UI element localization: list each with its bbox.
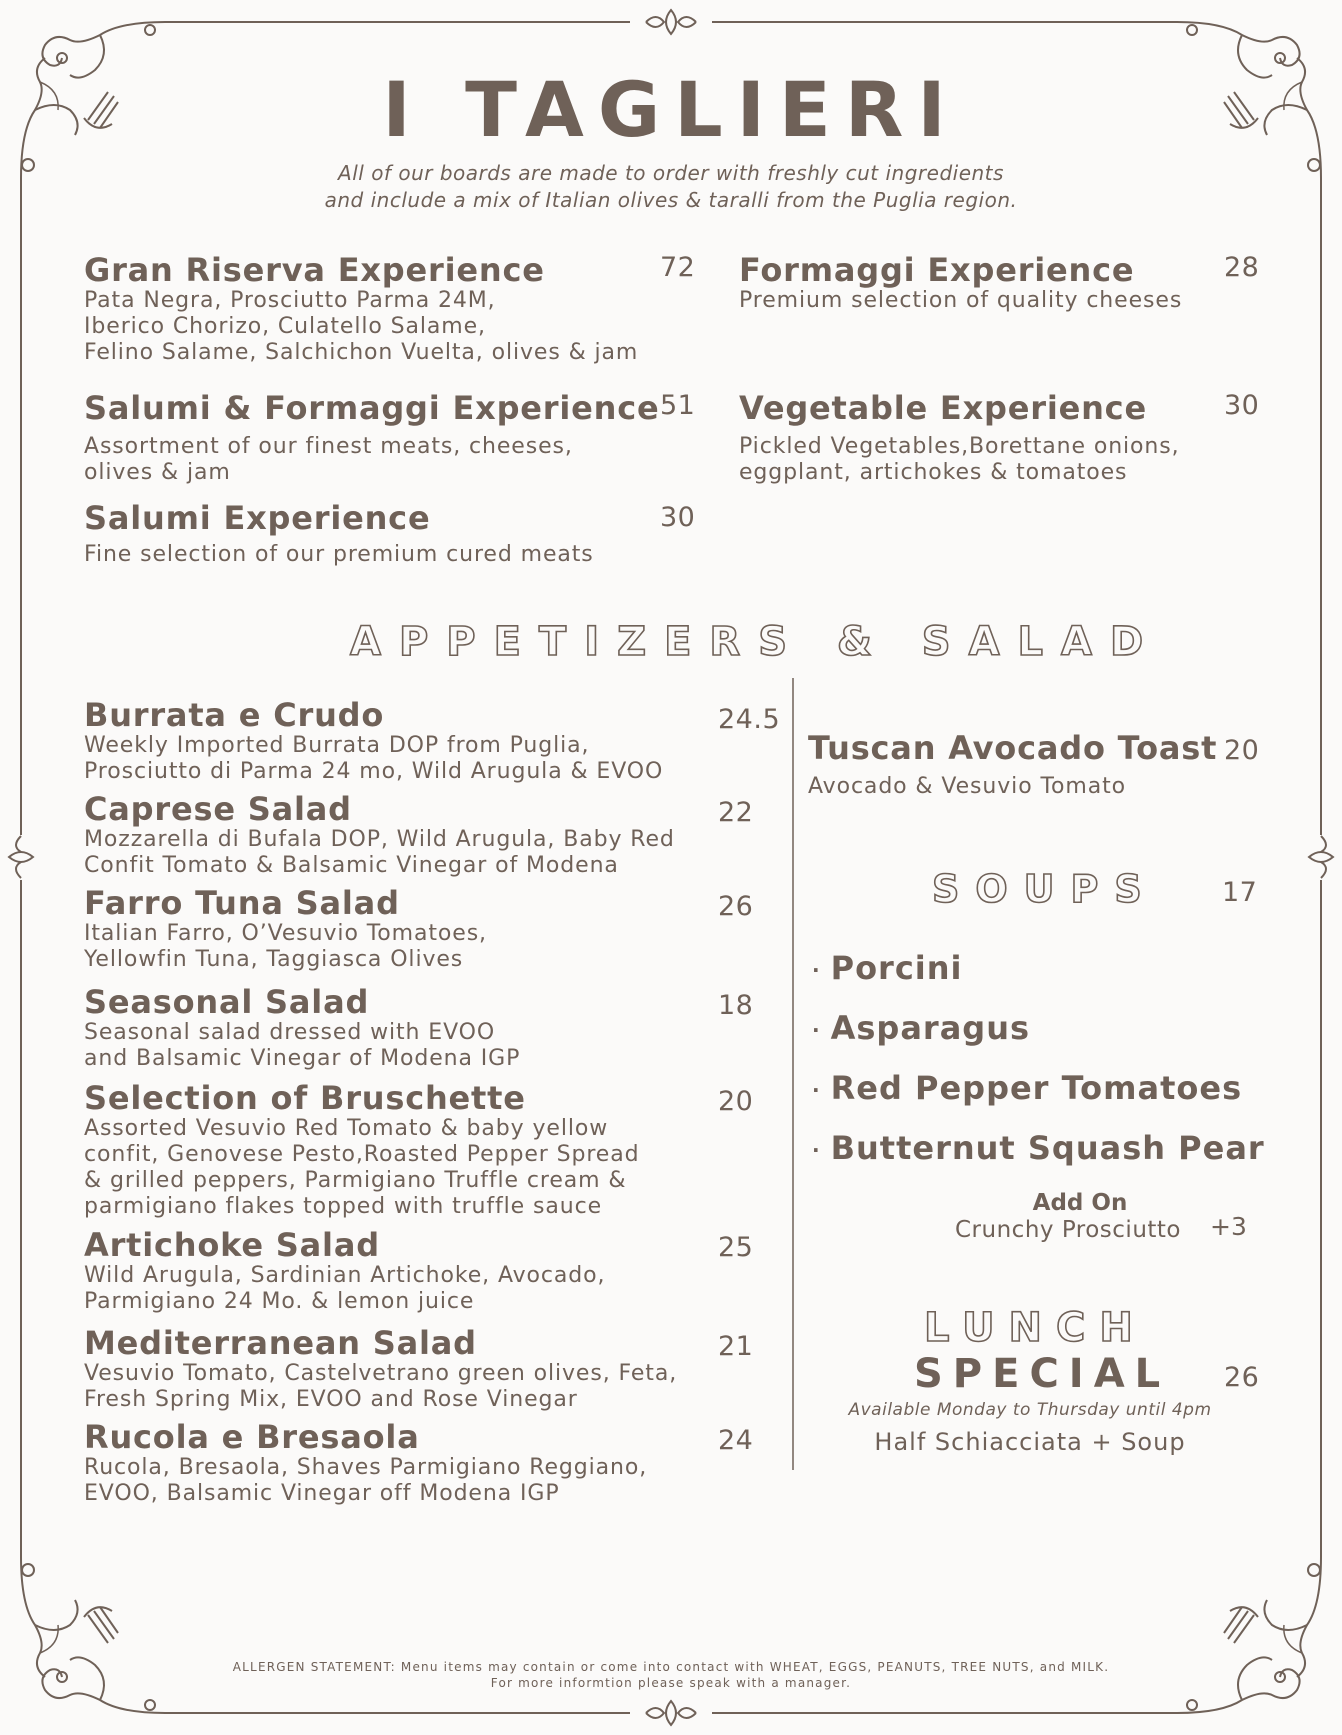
item-price: 22 bbox=[718, 797, 754, 828]
item-price: 24.5 bbox=[718, 704, 781, 735]
item-name: Caprese Salad bbox=[84, 790, 352, 828]
item-price: 51 bbox=[660, 390, 696, 421]
description-line: Seasonal salad dressed with EVOO bbox=[84, 1020, 496, 1045]
item-name: Formaggi Experience bbox=[739, 251, 1135, 289]
item-price: 30 bbox=[660, 502, 696, 533]
menu-item-farro-tuna bbox=[84, 885, 487, 973]
menu-title: I TAGLIERI bbox=[382, 65, 960, 154]
item-name: Vegetable Experience bbox=[739, 389, 1147, 427]
description-line: Vesuvio Tomato, Castelvetrano green olives, Feta, bbox=[84, 1361, 678, 1386]
soup-item bbox=[812, 950, 963, 988]
description-line: parmigiano flakes topped with truffle sauce bbox=[84, 1194, 603, 1219]
soup-name: Porcini bbox=[830, 949, 963, 987]
item-name: Artichoke Salad bbox=[84, 1226, 380, 1264]
bullet-dot: · bbox=[812, 1138, 821, 1162]
item-price: 28 bbox=[1224, 252, 1260, 283]
item-description bbox=[84, 733, 663, 785]
menu-item-salumi bbox=[84, 500, 594, 568]
menu-item-mediterranean bbox=[84, 1325, 677, 1413]
menu-item-vegetable bbox=[739, 390, 1180, 486]
add-on-price: +3 bbox=[1210, 1212, 1247, 1241]
description-line: Mozzarella di Bufala DOP, Wild Arugula, Baby Red bbox=[84, 827, 675, 852]
description-line: Confit Tomato & Balsamic Vinegar of Modena bbox=[84, 853, 619, 878]
soup-name: Asparagus bbox=[830, 1009, 1031, 1047]
soup-name: Butternut Squash Pear bbox=[830, 1129, 1265, 1167]
item-price: 21 bbox=[718, 1331, 754, 1362]
item-price: 30 bbox=[1224, 390, 1260, 421]
item-description bbox=[84, 434, 660, 486]
menu-item-avocado-toast bbox=[808, 730, 1217, 800]
item-name: Salumi Experience bbox=[84, 499, 431, 537]
description-line: Felino Salame, Salchichon Vuelta, olives & jam bbox=[84, 340, 639, 365]
menu-item-caprese bbox=[84, 791, 675, 879]
description-line: EVOO, Balsamic Vinegar off Modena IGP bbox=[84, 1481, 560, 1506]
soup-item bbox=[812, 1010, 1030, 1048]
description-line: Premium selection of quality cheeses bbox=[739, 288, 1183, 313]
item-name: Burrata e Crudo bbox=[84, 696, 385, 734]
lunch-heading: LUNCH bbox=[924, 1305, 1147, 1351]
description-line: olives & jam bbox=[84, 460, 231, 485]
item-description bbox=[84, 921, 487, 973]
description-line: Pickled Vegetables,Borettane onions, bbox=[739, 434, 1180, 459]
description-line: Iberico Chorizo, Culatello Salame, bbox=[84, 314, 486, 339]
item-price: 72 bbox=[660, 252, 696, 283]
description-line: Assortment of our finest meats, cheeses, bbox=[84, 434, 573, 459]
soups-heading: SOUPS bbox=[932, 867, 1158, 911]
appetizers-heading: APPETIZERS & SALAD bbox=[350, 619, 1162, 665]
item-price: 25 bbox=[718, 1232, 754, 1263]
description-line: Fresh Spring Mix, EVOO and Rose Vinegar bbox=[84, 1387, 578, 1412]
item-description bbox=[84, 1263, 605, 1315]
item-price: 26 bbox=[718, 891, 754, 922]
allergen-statement bbox=[0, 1659, 1342, 1691]
bullet-dot: · bbox=[812, 1018, 821, 1042]
soup-item bbox=[812, 1070, 1242, 1108]
item-name: Mediterranean Salad bbox=[84, 1324, 477, 1362]
item-description: Avocado & Vesuvio Tomato bbox=[808, 774, 1127, 799]
add-on-label: Add On bbox=[1032, 1190, 1128, 1216]
menu-item-seasonal bbox=[84, 984, 520, 1072]
lunch-availability: Available Monday to Thursday until 4pm bbox=[848, 1400, 1212, 1420]
menu-item-salumi-formaggi bbox=[84, 390, 660, 486]
special-heading: SPECIAL bbox=[914, 1351, 1171, 1397]
description-line: & grilled peppers, Parmigiano Truffle cream & bbox=[84, 1168, 627, 1193]
description-line: Weekly Imported Burrata DOP from Puglia, bbox=[84, 733, 590, 758]
menu-item-formaggi bbox=[739, 252, 1182, 314]
description-line: Parmigiano 24 Mo. & lemon juice bbox=[84, 1289, 475, 1314]
menu-item-burrata bbox=[84, 697, 663, 785]
item-description bbox=[84, 288, 638, 366]
item-price: 24 bbox=[718, 1425, 754, 1456]
item-name: Selection of Bruschette bbox=[84, 1079, 526, 1117]
allergen-line: For more informtion please speak with a manager. bbox=[490, 1676, 852, 1690]
description-line: Fine selection of our premium cured meats bbox=[84, 542, 594, 567]
description-line: Italian Farro, O’Vesuvio Tomatoes, bbox=[84, 921, 487, 946]
description-line: and Balsamic Vinegar of Modena IGP bbox=[84, 1046, 521, 1071]
item-price: 20 bbox=[1224, 735, 1260, 766]
intro-line: All of our boards are made to order with freshly cut ingredients bbox=[338, 161, 1004, 185]
soups-price: 17 bbox=[1222, 877, 1258, 908]
item-price: 18 bbox=[718, 990, 754, 1021]
description-line: eggplant, artichokes & tomatoes bbox=[739, 460, 1128, 485]
description-line: confit, Genovese Pesto,Roasted Pepper Spread bbox=[84, 1142, 640, 1167]
menu-item-artichoke bbox=[84, 1227, 605, 1315]
description-line: Yellowfin Tuna, Taggiasca Olives bbox=[84, 947, 464, 972]
bullet-dot: · bbox=[812, 958, 821, 982]
item-description bbox=[84, 542, 594, 568]
item-name: Salumi & Formaggi Experience bbox=[84, 389, 660, 427]
intro-line: and include a mix of Italian olives & taralli from the Puglia region. bbox=[324, 188, 1018, 212]
intro-text bbox=[0, 160, 1342, 214]
item-name: Tuscan Avocado Toast bbox=[808, 729, 1218, 767]
add-on-item: Crunchy Prosciutto bbox=[955, 1217, 1182, 1243]
item-description bbox=[739, 434, 1180, 486]
item-description bbox=[84, 1361, 677, 1413]
description-line: Prosciutto di Parma 24 mo, Wild Arugula & EVOO bbox=[84, 759, 664, 784]
description-line: Rucola, Bresaola, Shaves Parmigiano Reggiano, bbox=[84, 1455, 648, 1480]
soup-name: Red Pepper Tomatoes bbox=[830, 1069, 1243, 1107]
item-description bbox=[84, 827, 675, 879]
description-line: Assorted Vesuvio Red Tomato & baby yellow bbox=[84, 1116, 609, 1141]
item-name: Rucola e Bresaola bbox=[84, 1418, 420, 1456]
item-name: Seasonal Salad bbox=[84, 983, 370, 1021]
bullet-dot: · bbox=[812, 1078, 821, 1102]
lunch-price: 26 bbox=[1224, 1362, 1260, 1393]
item-description bbox=[739, 288, 1182, 314]
menu-item-bruschette bbox=[84, 1080, 639, 1220]
item-name: Gran Riserva Experience bbox=[84, 251, 545, 289]
soup-item bbox=[812, 1130, 1265, 1168]
item-description bbox=[84, 1020, 520, 1072]
menu-item-rucola-bresaola bbox=[84, 1419, 647, 1507]
description-line: Pata Negra, Prosciutto Parma 24M, bbox=[84, 288, 496, 313]
item-description bbox=[84, 1455, 647, 1507]
menu-item-gran-riserva bbox=[84, 252, 638, 366]
lunch-offer: Half Schiacciata + Soup bbox=[874, 1428, 1186, 1456]
item-name: Farro Tuna Salad bbox=[84, 884, 400, 922]
item-price: 20 bbox=[718, 1086, 754, 1117]
description-line: Wild Arugula, Sardinian Artichoke, Avocado, bbox=[84, 1263, 606, 1288]
item-description bbox=[84, 1116, 639, 1220]
allergen-line: ALLERGEN STATEMENT: Menu items may contain or come into contact with WHEAT, EGGS, PEANUTS, TREE NUTS, and MILK. bbox=[232, 1660, 1110, 1674]
